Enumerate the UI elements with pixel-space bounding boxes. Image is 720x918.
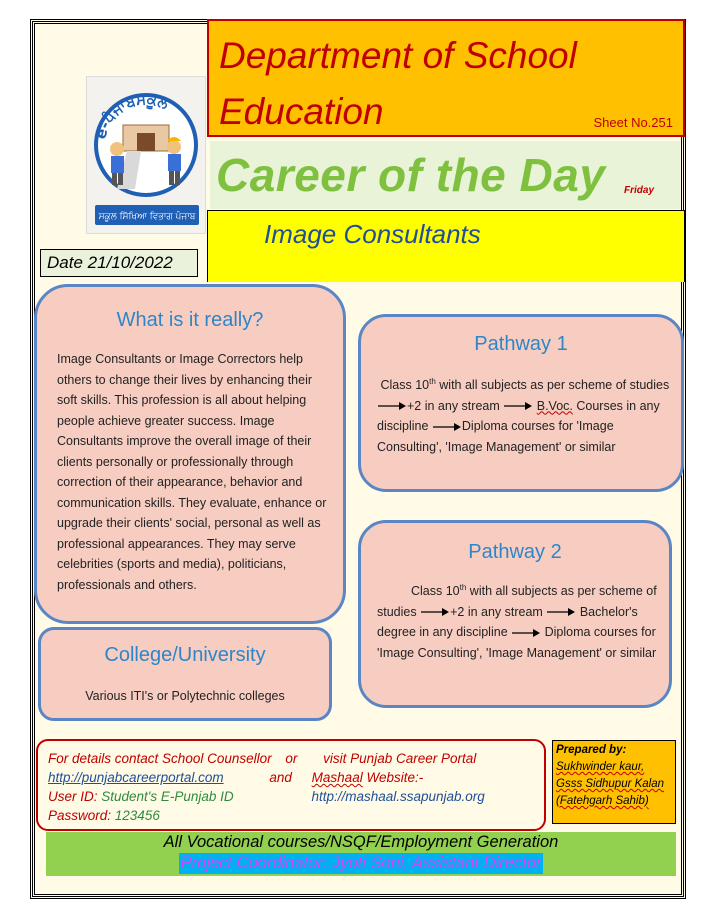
what-is-it-heading: What is it really? xyxy=(116,309,264,331)
logo-text-top: e-ਪੰਜਾਬਸਕੂਲ xyxy=(91,89,172,141)
contact-portal-text: visit Punjab Career Portal xyxy=(323,751,477,766)
pathway-1-description xyxy=(377,375,673,457)
pathway-1-section xyxy=(358,314,684,492)
logo-text-bottom: ਸਕੂਲ ਸਿੱਖਿਆ ਵਿਭਾਗ ਪੰਜਾਬ xyxy=(98,212,196,222)
sheet-number: Sheet No.251 xyxy=(593,115,673,130)
pathway-2-stream: +2 in any stream xyxy=(450,604,543,619)
contact-or-text: or xyxy=(285,751,298,766)
footer-line-1: All Vocational courses/NSQF/Employment Generation xyxy=(163,833,559,851)
mashaal-link[interactable]: http://mashaal.ssapunjab.org xyxy=(311,789,485,804)
college-section xyxy=(38,627,332,721)
college-heading: College/University xyxy=(104,644,266,666)
arrow-icon xyxy=(546,607,576,617)
contact-and-text: and xyxy=(269,770,292,785)
what-is-it-description: Image Consultants or Image Correctors help others to change their lives by enhancing their soft skills. This profession is all about helping people achieve greater success. Image Consultants improve the overall image of their clients personally or professionally through correction of their appearance, behavior and communication skills. They evaluate, enhance or upgrade their clients' social, personal as well as professional appearances. They may serve celebrities (sports and media), politicians, professionals and others. xyxy=(57,352,327,592)
department-title-line1: Department of School xyxy=(219,35,577,76)
pathway-1-courses: Courses in any discipline xyxy=(377,398,660,433)
pathway-2-section xyxy=(358,520,672,708)
department-header xyxy=(207,19,685,137)
career-of-the-day-title: Career of the Day xyxy=(216,149,606,201)
pathway-1-stream: +2 in any stream xyxy=(407,398,500,413)
password-label: Password: xyxy=(48,808,112,823)
contact-counsellor-text: For details contact School Counsellor xyxy=(48,751,272,766)
prepared-by-name: Sukhwinder kaur, xyxy=(556,761,645,773)
pathway-2-class: Class 10 xyxy=(411,584,460,598)
college-description: Various ITI's or Polytechnic colleges xyxy=(85,689,285,703)
arrow-icon xyxy=(432,422,462,432)
pathway-1-bvoc: B.Voc. xyxy=(536,398,573,413)
prepared-by-district: (Fatehgarh Sahib) xyxy=(556,795,649,807)
user-id-label: User ID: xyxy=(48,789,98,804)
user-id-value: Student's E-Punjab ID xyxy=(97,789,234,804)
footer-banner xyxy=(46,832,676,876)
subject-banner xyxy=(207,210,685,282)
career-subject-title: Image Consultants xyxy=(264,219,481,249)
pathway-1-scheme: with all subjects as per scheme of studies xyxy=(435,378,670,392)
mashaal-text: Mashaal xyxy=(311,770,363,785)
weekday-label: Friday xyxy=(624,185,655,196)
pathway-1-heading: Pathway 1 xyxy=(474,333,568,355)
pathway-1-sup: th xyxy=(429,376,436,386)
pathway-2-sup: th xyxy=(459,582,467,592)
date-box: Date 21/10/2022 xyxy=(40,249,198,277)
what-is-it-section xyxy=(34,284,346,624)
pathway-2-description xyxy=(377,581,663,663)
prepared-by-label: Prepared by: xyxy=(556,744,627,756)
e-punjab-school-logo xyxy=(86,76,206,234)
career-portal-link[interactable]: http://punjabcareerportal.com xyxy=(48,770,224,785)
career-of-the-day-banner xyxy=(210,141,680,209)
pathway-2-bachelor: Bachelor's degree in any discipline xyxy=(377,604,638,639)
prepared-by-box xyxy=(552,740,676,824)
website-label: Website:- xyxy=(362,770,424,785)
prepared-by-school: Gsss Sidhupur Kalan xyxy=(556,778,665,790)
pathway-2-diploma: Diploma courses for 'Image Consulting', 'Image Management' or similar xyxy=(377,625,657,660)
pathway-1-class: Class 10 xyxy=(380,378,430,392)
arrow-icon xyxy=(511,628,541,638)
arrow-icon xyxy=(420,607,450,617)
arrow-icon xyxy=(377,401,407,411)
arrow-icon xyxy=(503,401,533,411)
contact-box xyxy=(36,739,546,831)
password-value: 123456 xyxy=(111,808,160,823)
department-title-line2: Education xyxy=(219,91,384,132)
pathway-2-scheme: with all subjects as per scheme xyxy=(466,584,643,598)
footer-line-2: Project Coordinator: Jyoti Soni, Assistant Director xyxy=(180,854,542,872)
pathway-2-studies: of studies xyxy=(377,584,657,619)
pathway-2-heading: Pathway 2 xyxy=(468,541,562,563)
pathway-1-diploma: Diploma courses for 'Image Consulting', 'Image Management' or similar xyxy=(377,419,616,454)
